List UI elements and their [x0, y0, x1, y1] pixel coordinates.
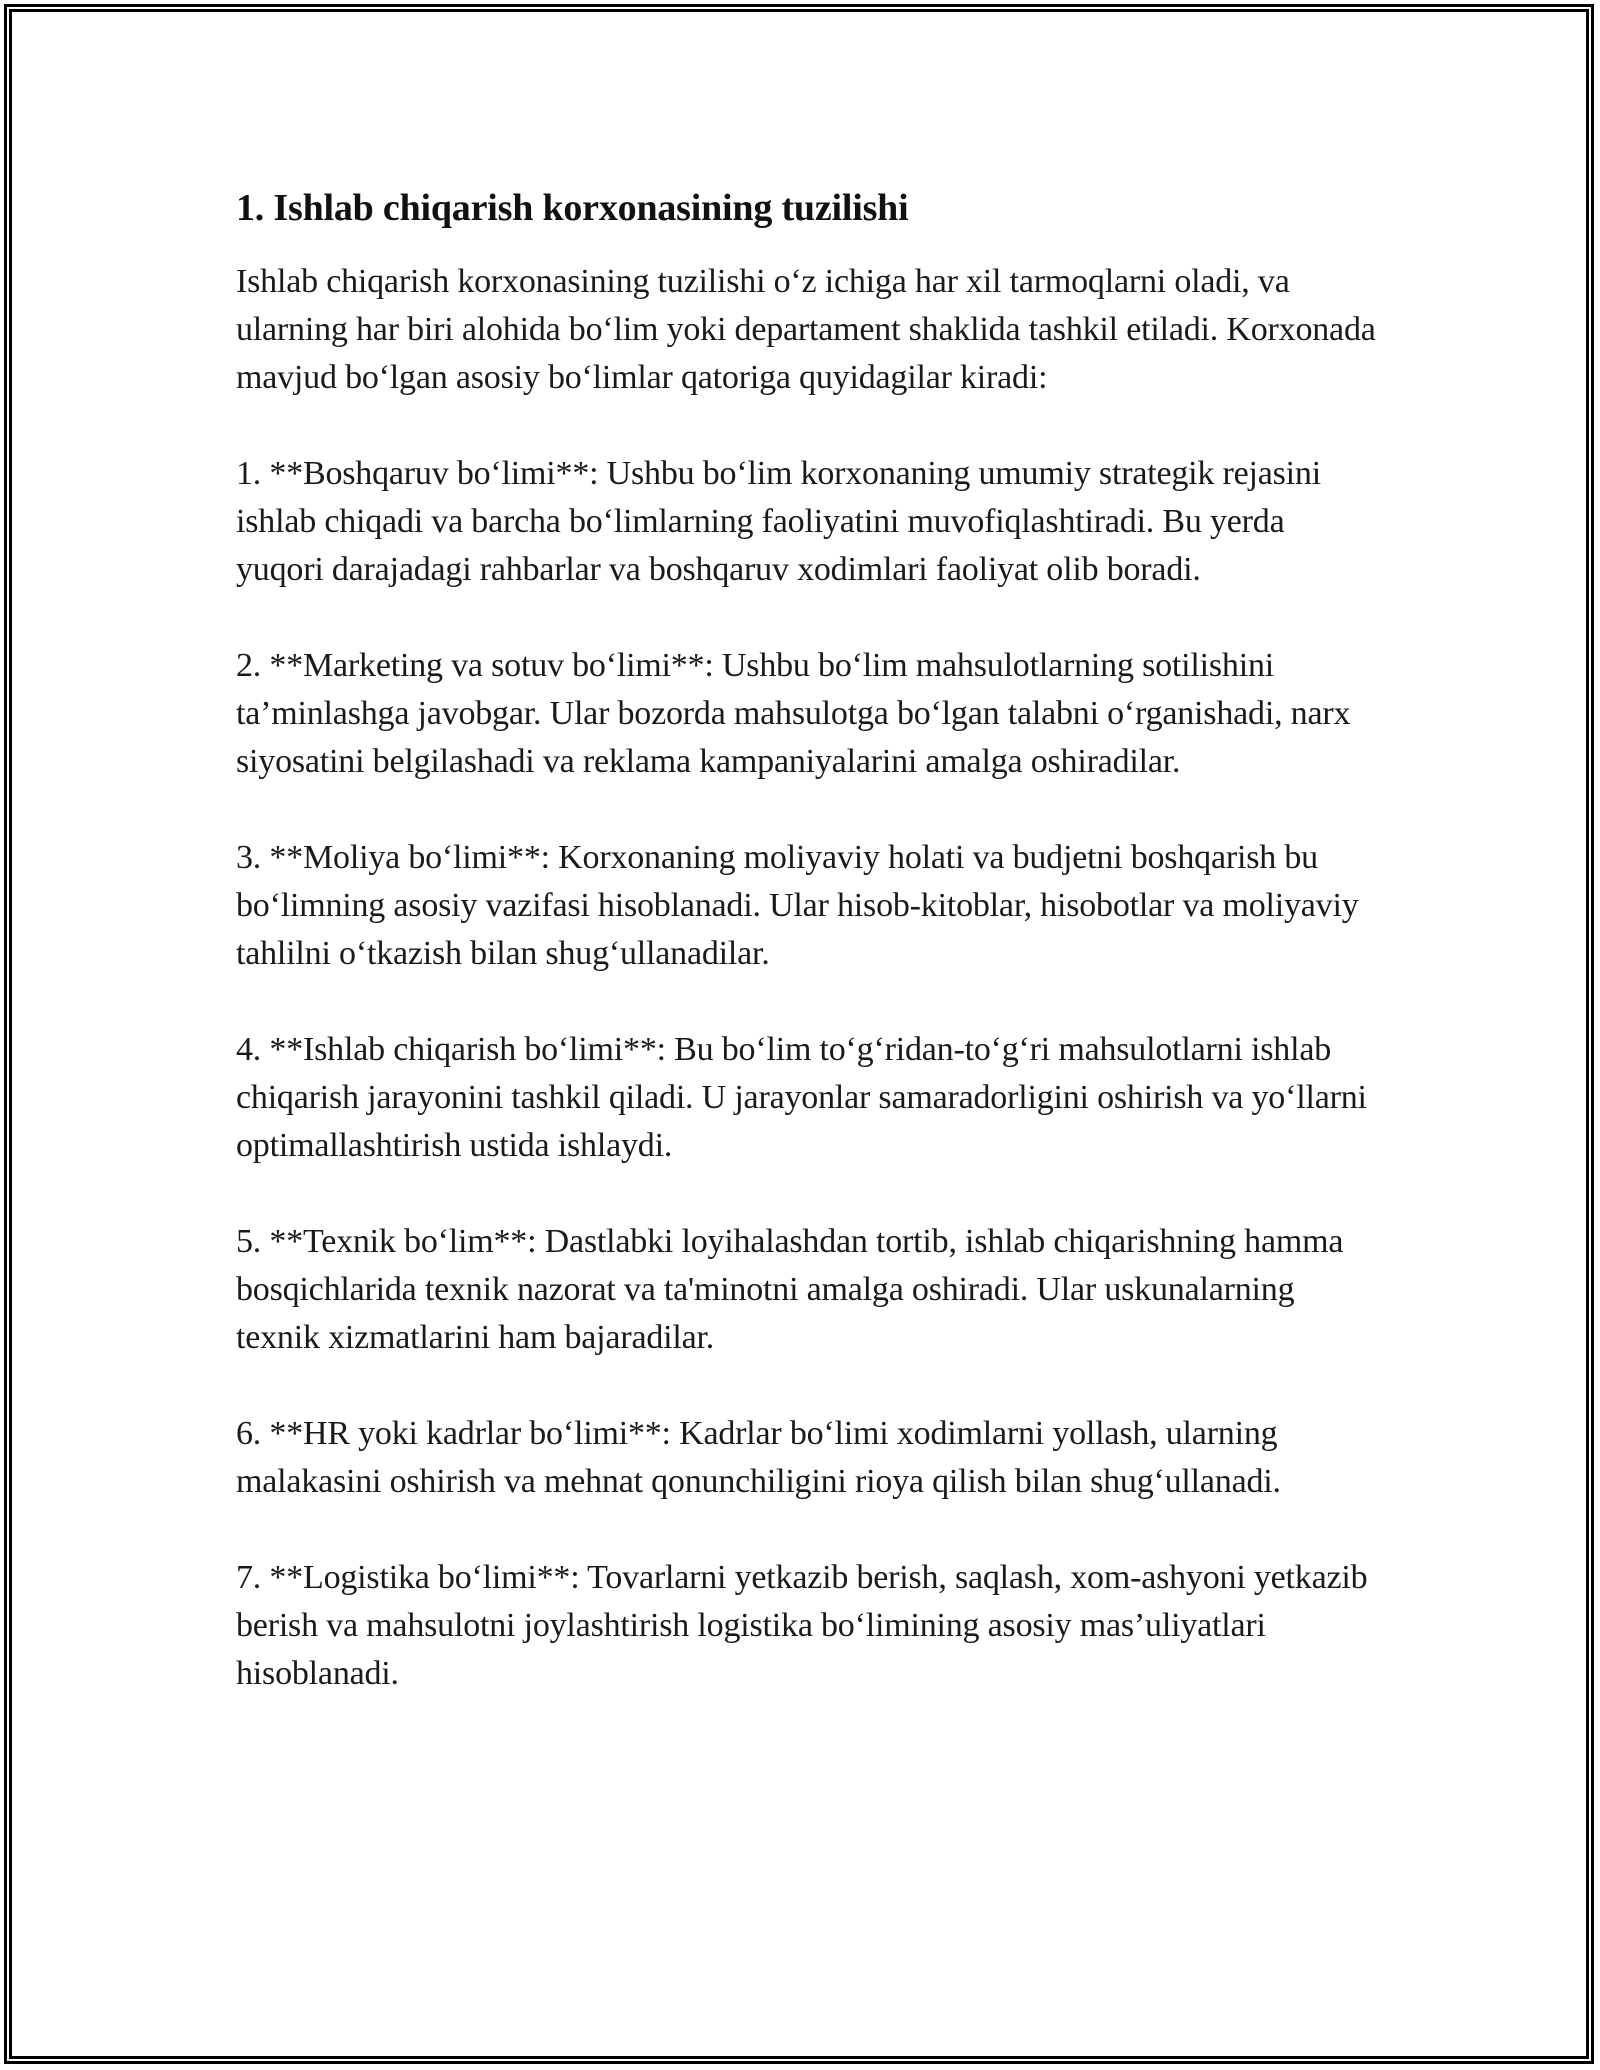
list-item-boshqaruv: 1. **Boshqaruv bo‘limi**: Ushbu bo‘lim korxonaning umumiy strategik rejasini ishlab chiqadi va barcha bo‘limlarning faoliyatini muvofiqlashtiradi. Bu yerda yuqori darajadagi rahbarlar va boshqaruv xodimlari faoliyat olib boradi. [236, 454, 1321, 588]
list-item-hr: 6. **HR yoki kadrlar bo‘limi**: Kadrlar bo‘limi xodimlarni yollash, ularning malakasini oshirish va mehnat qonunchiligini rioya qilish bilan shug‘ullanadi. [236, 1414, 1281, 1500]
list-item-logistika: 7. **Logistika bo‘limi**: Tovarlarni yetkazib berish, saqlash, xom-ashyoni yetkazib berish va mahsulotni joylashtirish logistika bo‘limining asosiy mas’uliyatlari hisoblanadi. [236, 1558, 1368, 1692]
intro-paragraph: Ishlab chiqarish korxonasining tuzilishi o‘z ichiga har xil tarmoqlarni oladi, va ularning har biri alohida bo‘lim yoki departament shaklida tashkil etiladi. Korxonada mavjud bo‘lgan asosiy bo‘limlar qatoriga quyidagilar kiradi: [236, 262, 1376, 396]
list-item-ishlab-chiqarish: 4. **Ishlab chiqarish bo‘limi**: Bu bo‘lim to‘g‘ridan-to‘g‘ri mahsulotlarni ishlab chiqarish jarayonini tashkil qiladi. U jarayonlar samaradorligini oshirish va yo‘llarni optimallashtirish ustida ishlaydi. [236, 1030, 1367, 1164]
list-item-moliya: 3. **Moliya bo‘limi**: Korxonaning moliyaviy holati va budjetni boshqarish bu bo‘limning asosiy vazifasi hisoblanadi. Ular hisob-kitoblar, hisobotlar va moliyaviy tahlilni o‘tkazish bilan shug‘ullanadilar. [236, 838, 1359, 972]
list-item-marketing: 2. **Marketing va sotuv bo‘limi**: Ushbu bo‘lim mahsulotlarning sotilishini ta’minlashga javobgar. Ular bozorda mahsulotga bo‘lgan talabni o‘rganishadi, narx siyosatini belgilashadi va reklama kampaniyalarini amalga oshiradilar. [236, 646, 1351, 780]
section-heading: 1. Ishlab chiqarish korxonasining tuzilishi [236, 187, 909, 229]
document-body [236, 186, 1376, 1746]
list-item-texnik: 5. **Texnik bo‘lim**: Dastlabki loyihalashdan tortib, ishlab chiqarishning hamma bosqichlarida texnik nazorat va ta'minotni amalga oshiradi. Ular uskunalarning texnik xizmatlarini ham bajaradilar. [236, 1222, 1344, 1356]
